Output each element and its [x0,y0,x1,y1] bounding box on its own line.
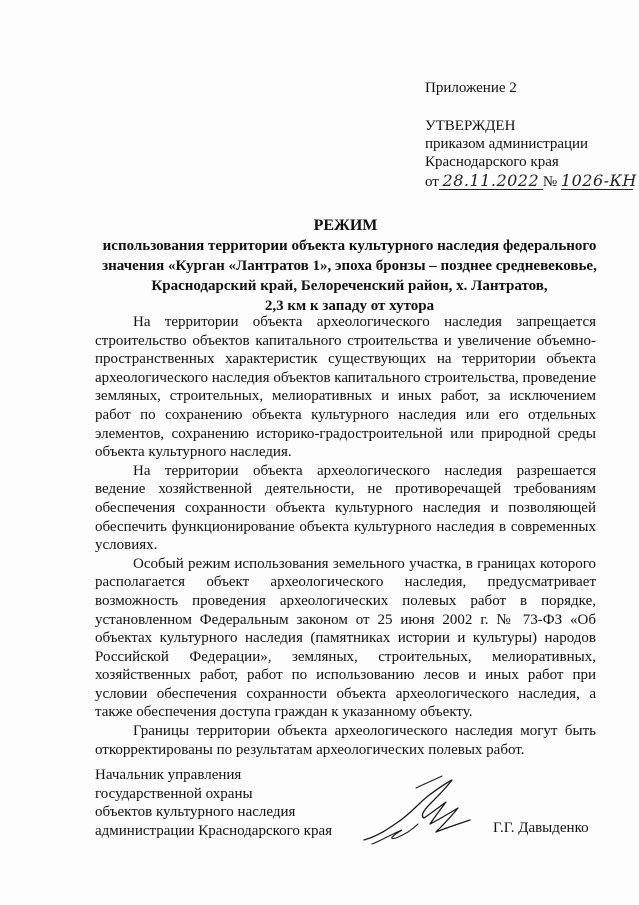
title-line-4: 2,3 км к западу от хутора [264,298,435,314]
signatory-line-1: Начальник управления [95,767,242,783]
title-main: РЕЖИМ [313,217,378,234]
number-prefix: № [542,174,558,190]
approval-line-2: Краснодарского края [425,154,559,170]
paragraph: Особый режим использования земельного участка, в границах которого располагается объект археологического наследия, предусматривает возможность проведения археологических полевых работ в порядке, установленном Федеральным законом от 25 июня 2002 г. № 73-ФЗ «Об объектах культурного наследия (памятниках истории и культуры) народов Российской Федерации», земляных, строительных, мелиоративных, хозяйственных работ, работ по использованию лесов и иных работ при условии обеспечения сохранности объекта археологического наследия, а также обеспечения доступа граждан к указанному объекту. [95,555,596,721]
title-line-2: значения «Курган «Лантратов 1», эпоха бронзы – позднее средневековье, [102,258,597,274]
title-line-3: Краснодарский край, Белореченский район, х. Лантратов, [151,278,548,294]
signatory-position [95,766,332,840]
order-date-number [425,171,637,191]
title-line-1: использования территории объекта культурного наследия федерального [102,238,597,254]
document-title [60,216,639,316]
handwritten-signature [358,774,478,848]
handwritten-number: 1026-КН [560,171,637,190]
appendix-label: Приложение 2 [425,80,517,96]
signatory-line-3: объектов культурного наследия [95,804,296,820]
document-body [95,313,596,759]
paragraph: На территории объекта археологического наследия разрешается ведение хозяйственной деятельности, не противоречащей требованиям обеспечения сохранности объекта культурного наследия и позволяющей обеспечить функционирование объекта культурного наследия в современных условиях. [95,462,596,554]
paragraph: На территории объекта археологического наследия запрещается строительство объектов капитального строительства и увеличение объемно-пространственных характеристик существующих на территории объекта археологического наследия объектов капитального строительства, проведение земляных, строительных, мелиоративных и иных работ, за исключением работ по сохранению объекта культурного наследия или его отдельных элементов, сохранению историко-градостроительной или природной среды объекта культурного наследия. [95,314,596,461]
signatory-line-4: администрации Краснодарского края [95,822,333,839]
signatory-line-2: государственной охраны [95,785,253,802]
signatory-name: Г.Г. Давыденко [493,820,589,836]
approval-heading: УТВЕРЖДЕН [425,118,516,134]
approval-line-1: приказом администрации [425,136,589,152]
approval-block [425,117,588,171]
date-prefix: от [425,174,439,190]
paragraph: Границы территории объекта археологического наследия могут быть откорректированы по результатам археологических полевых работ. [95,723,596,758]
handwritten-date: 28.11.2022 [439,173,543,190]
